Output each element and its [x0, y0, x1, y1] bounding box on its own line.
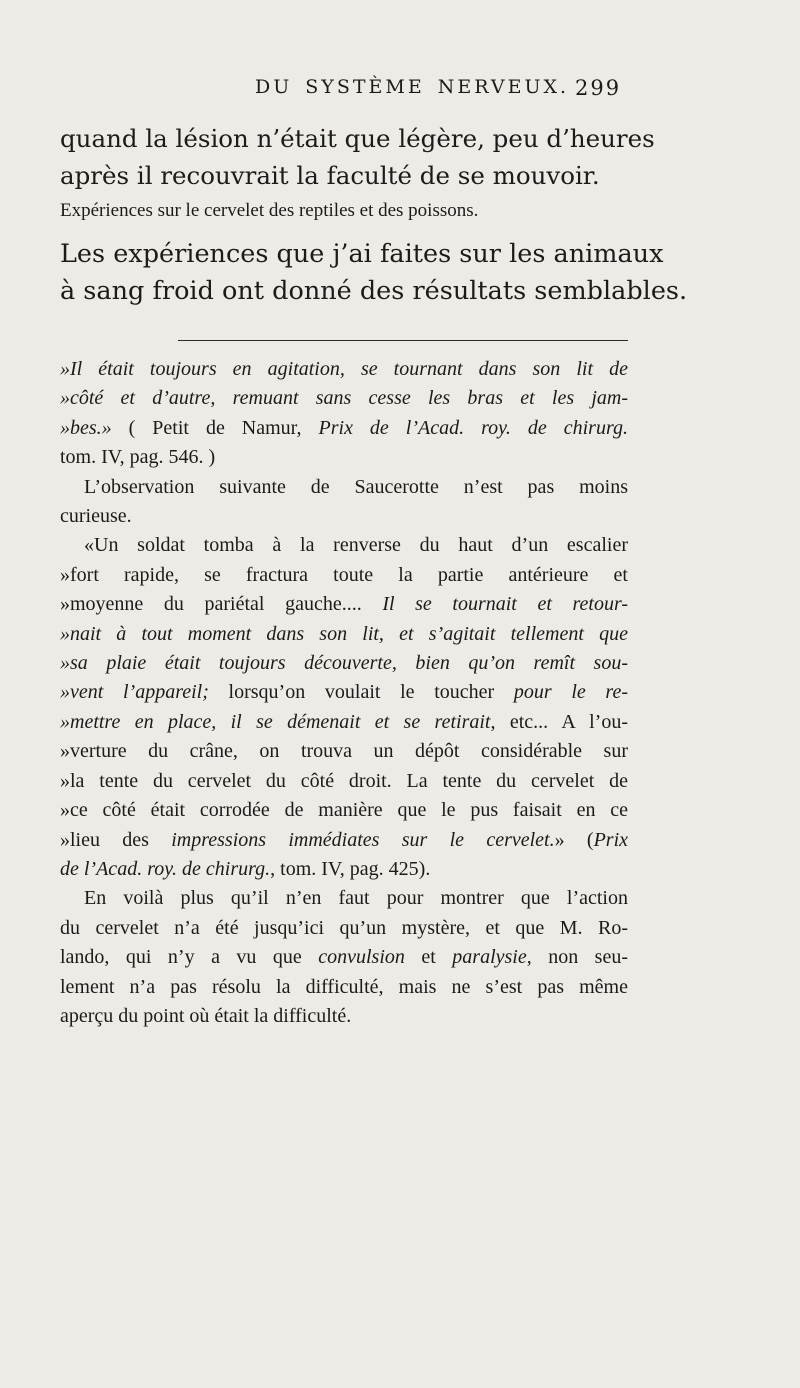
page-number: 299 — [575, 76, 622, 100]
quote-emphasis: Il se tournait et retour- — [382, 593, 628, 616]
quote-emphasis: »mettre en place, il se démenait et se retirait, — [60, 710, 496, 733]
text-line — [60, 355, 628, 384]
text-line: »verture du crâne, on trouva un dépôt considérable sur — [60, 740, 628, 763]
text-line: curieuse. — [60, 505, 132, 528]
body-emphasis: paralysie — [452, 946, 527, 969]
text-line: après il recouvrait la faculté de se mouvoir. — [60, 161, 600, 190]
running-title: DU SYSTÈME NERVEUX. — [255, 76, 570, 98]
page-header — [0, 76, 800, 106]
lead-paragraph — [60, 120, 655, 194]
text-line: «Un soldat tomba à la renverse du haut d’un escalier — [84, 534, 628, 557]
quote-emphasis: pour le re- — [513, 681, 628, 704]
citation-title: Prix — [593, 828, 628, 851]
footnote-text — [60, 355, 628, 1031]
quote-text: » ( — [554, 828, 594, 851]
body-text: , non seu- — [526, 946, 629, 969]
citation-text: ( Petit de Namur, — [111, 416, 319, 439]
text-line: L’observation suivante de Saucerotte n’est pas moins — [84, 475, 628, 498]
text-line — [60, 384, 628, 413]
text-line: lement n’a pas résolu la difficulté, mais ne s’est pas même — [60, 975, 628, 998]
text-line — [60, 649, 628, 678]
quote-text: »lieu des — [60, 828, 172, 851]
main-paragraph — [60, 236, 688, 310]
section-heading: Expériences sur le cervelet des reptiles et des poissons. — [60, 200, 479, 221]
quote-text: »côté et d’autre, remuant sans cesse les bras et les jam- — [60, 387, 628, 410]
text-line — [60, 855, 628, 884]
citation-text: , tom. IV, pag. 425). — [270, 857, 431, 880]
quote-emphasis: »vent l’appareil; — [60, 681, 209, 704]
body-text: lando, qui n’y a vu que — [60, 946, 319, 969]
quote-text: »Il était toujours en agitation, se tournant dans son lit de — [60, 358, 628, 380]
text-line: quand la lésion n’était que légère, peu d’heures — [60, 124, 655, 153]
text-line — [60, 620, 628, 649]
quote-text: lorsqu’on voulait le toucher — [208, 681, 514, 704]
text-line: du cervelet n’a été jusqu’ici qu’un mystère, et que M. Ro- — [60, 916, 628, 939]
horizontal-rule — [178, 340, 628, 341]
text-line — [60, 826, 628, 855]
quote-text: »moyenne du pariétal gauche.... — [60, 593, 383, 616]
text-line — [60, 678, 628, 707]
text-line — [60, 590, 628, 619]
quote-emphasis: »nait à tout moment dans son lit, et s’agitait tellement que — [60, 622, 628, 645]
text-line — [60, 943, 628, 972]
quote-text: etc... A l’ou- — [495, 710, 628, 733]
text-line: aperçu du point où était la difficulté. — [60, 1004, 352, 1027]
citation-title: de l’Acad. roy. de chirurg. — [60, 857, 271, 880]
text-line: »la tente du cervelet du côté droit. La tente du cervelet de — [60, 769, 628, 792]
quote-text: »bes.» — [60, 416, 112, 439]
text-line: En voilà plus qu’il n’en faut pour montrer que l’action — [84, 887, 628, 910]
quote-emphasis: »sa plaie était toujours découverte, bien qu’on remît sou- — [60, 652, 628, 675]
text-line — [60, 414, 628, 443]
body-text: et — [404, 946, 453, 969]
citation-title: Prix de l’Acad. roy. de chirurg. — [318, 416, 628, 439]
text-line: »ce côté était corrodée de manière que le pus faisait en ce — [60, 799, 628, 822]
text-line: »fort rapide, se fractura toute la partie antérieure et — [60, 563, 628, 586]
text-line: à sang froid ont donné des résultats semblables. — [60, 276, 688, 306]
quote-emphasis: impressions immédiates sur le cervelet. — [171, 828, 555, 851]
text-line — [60, 708, 628, 737]
body-emphasis: convulsion — [318, 946, 405, 969]
text-line: Les expériences que j’ai faites sur les animaux — [60, 239, 664, 269]
text-line: tom. IV, pag. 546. ) — [60, 446, 216, 469]
